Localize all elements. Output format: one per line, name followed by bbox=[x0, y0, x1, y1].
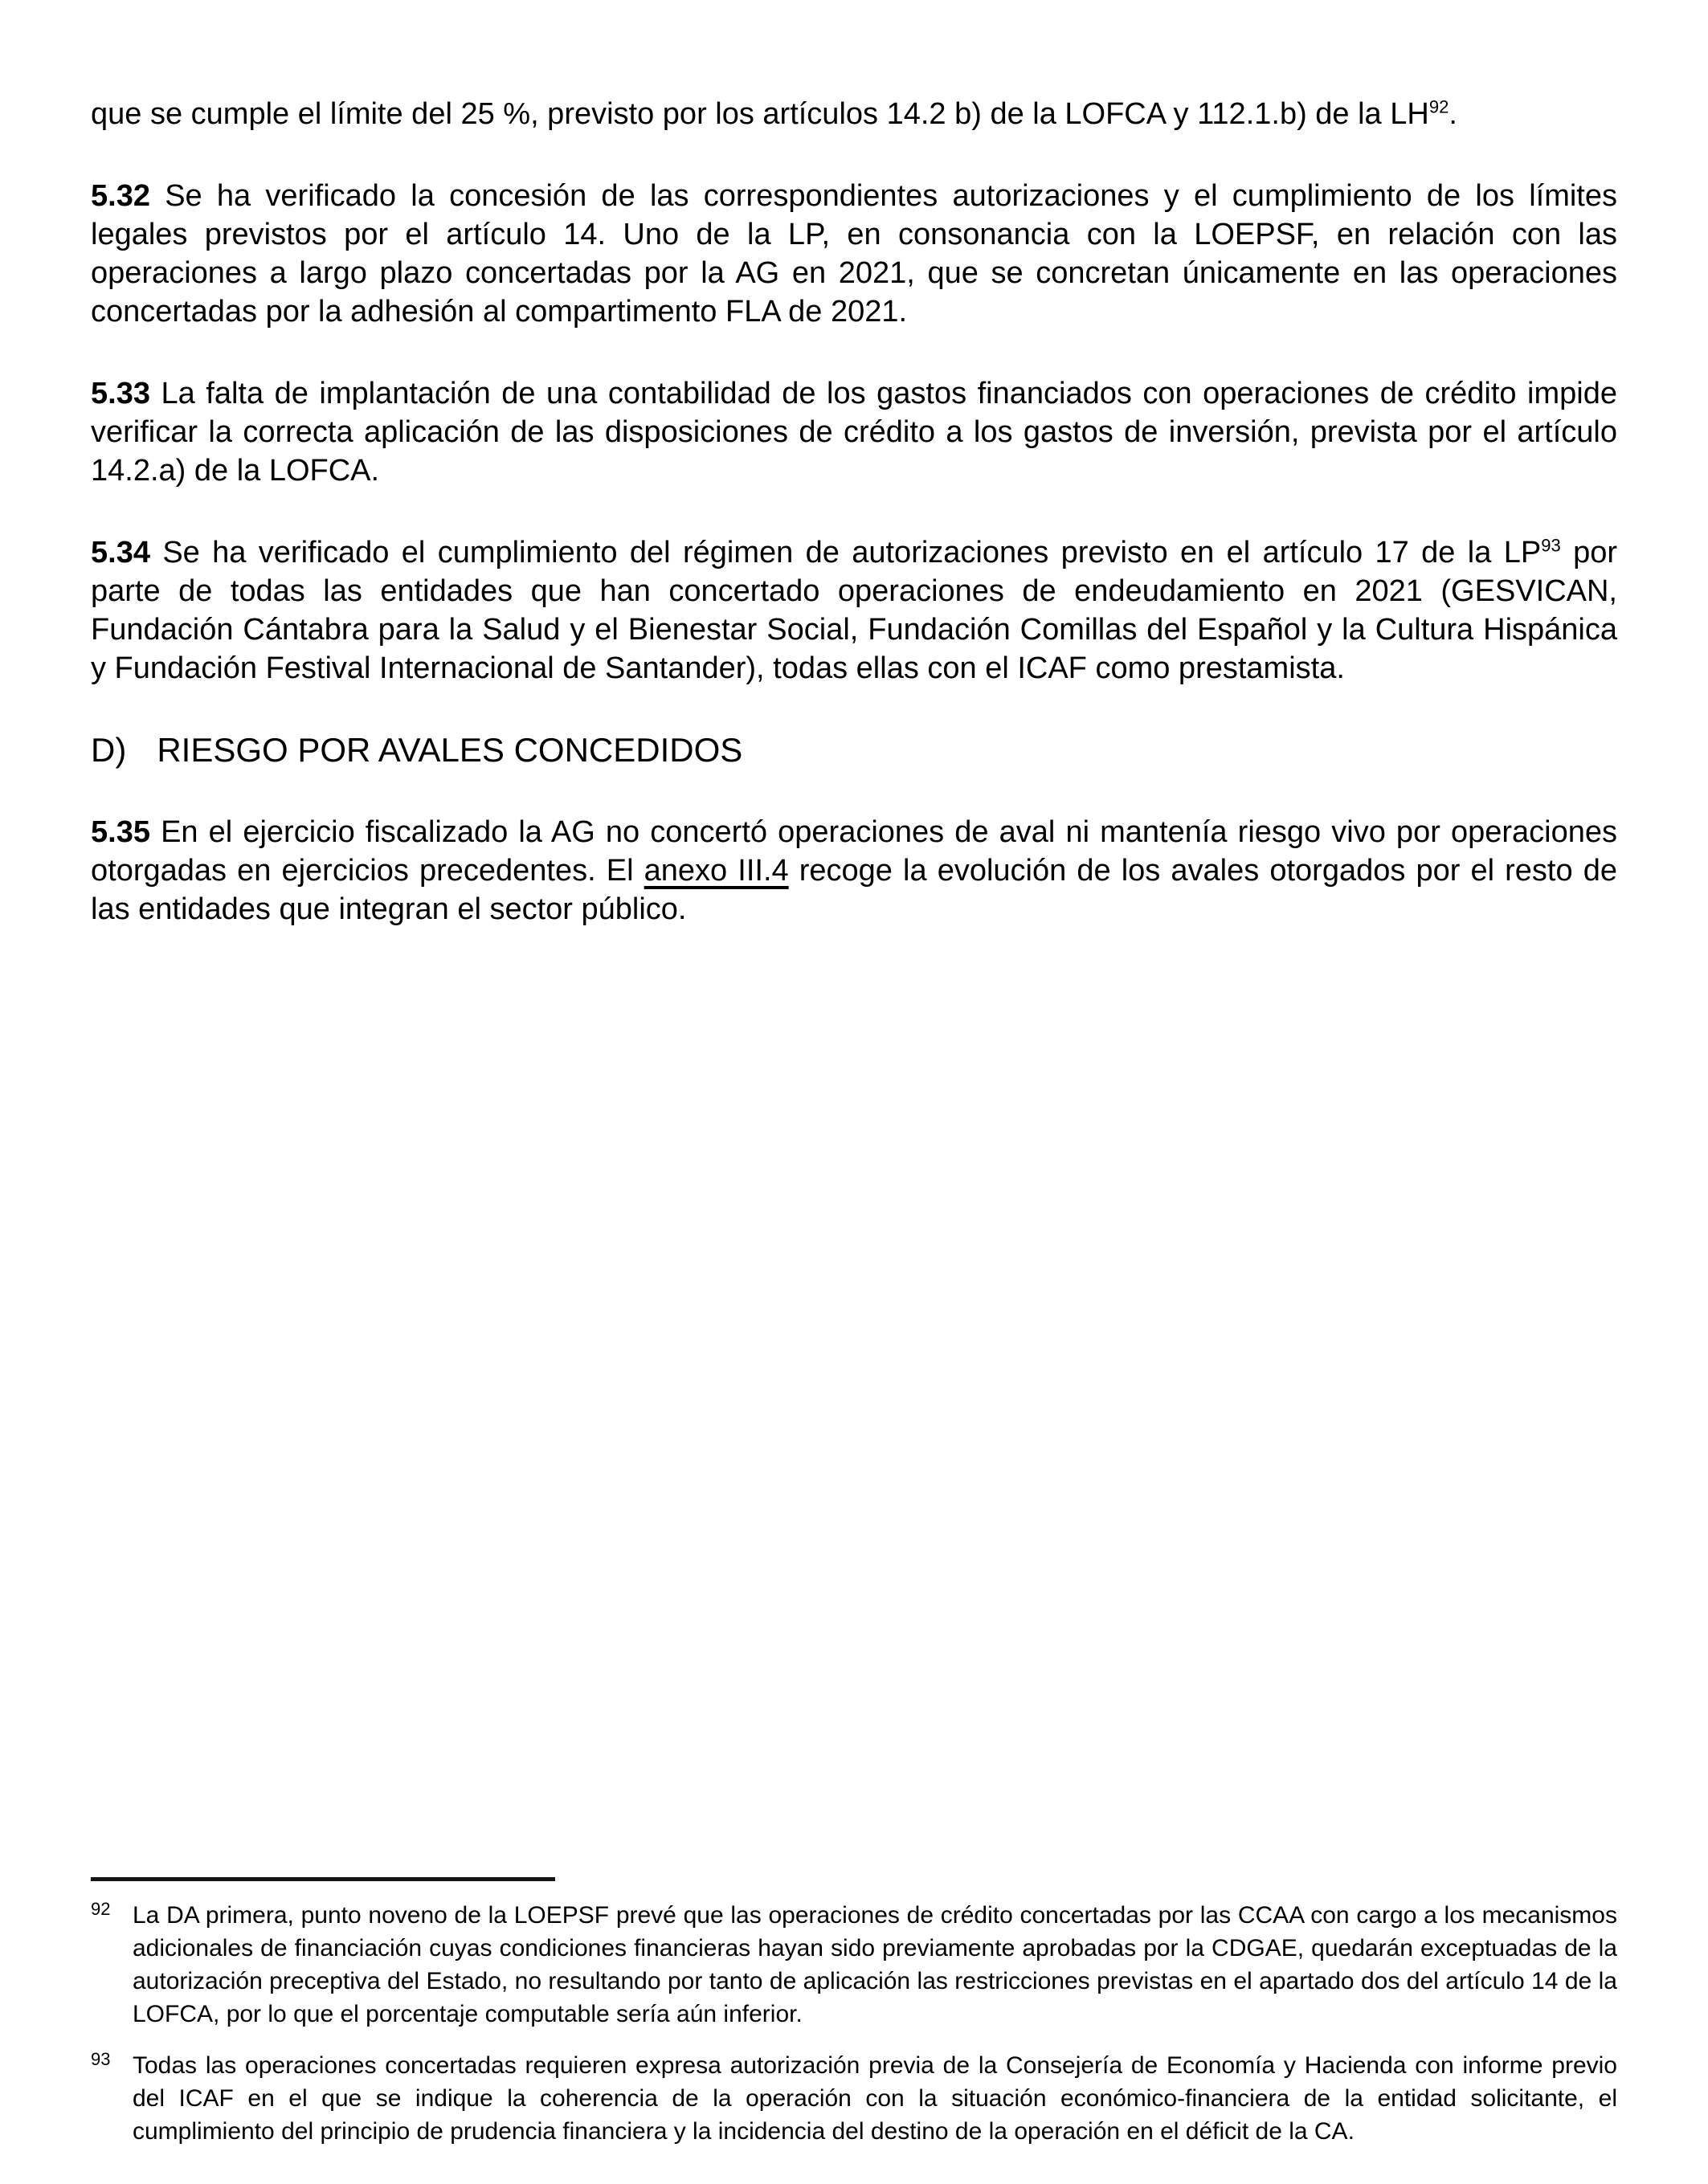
paragraph-5-35 bbox=[91, 813, 1617, 929]
paragraph-text: que se cumple el límite del 25 %, previsto por los artículos 14.2 b) de la LOFCA y 112.1.b) de la LH bbox=[91, 97, 1429, 131]
footnote-separator-rule bbox=[91, 1877, 555, 1881]
paragraph-number: 5.33 bbox=[91, 377, 150, 410]
footnote-text: Todas las operaciones concertadas requieren expresa autorización previa de la Consejería de Economía y Hacienda con informe previo del ICAF en el que se indique la coherencia de la operación con la situación económico-financiera de la entidad solicitante, el cumplimiento del principio de prudencia financiera y la incidencia del destino de la operación en el déficit de la CA. bbox=[133, 2052, 1617, 2145]
paragraph-text: por parte de todas las entidades que han concertado operaciones de endeudamiento en 2021 (GESVICAN, Fundación Cántabra para la Salud y el Bienestar Social, Fundación Comillas del Español y la Cultura Hispánica y Fundación Festival Internacional de Santander), todas ellas con el ICAF como prestamista. bbox=[91, 536, 1617, 685]
paragraph-5-32 bbox=[91, 177, 1617, 331]
footnote-ref-92: 92 bbox=[1428, 96, 1449, 117]
footnote-92 bbox=[91, 1899, 1617, 2031]
section-heading-title: RIESGO POR AVALES CONCEDIDOS bbox=[157, 731, 743, 769]
anexo-iii4-link[interactable]: anexo III.4 bbox=[644, 854, 789, 888]
paragraph-text: recoge la evolución de los avales otorgados por el resto de las entidades que integran el sector público. bbox=[91, 854, 1617, 926]
paragraph-text: . bbox=[1449, 97, 1457, 131]
footnote-marker: 93 bbox=[91, 2049, 111, 2069]
paragraph-text: Se ha verificado el cumplimiento del régimen de autorizaciones previsto en el artículo 17 de la LP bbox=[149, 536, 1542, 569]
paragraph-5-34 bbox=[91, 533, 1617, 688]
paragraph-number: 5.34 bbox=[91, 536, 150, 569]
footnote-93 bbox=[91, 2049, 1617, 2148]
paragraph-text: La falta de implantación de una contabilidad de los gastos financiados con operaciones de crédito impide verificar la correcta aplicación de las disposiciones de crédito a los gastos de inversión, prevista por el artículo 14.2.a) de la LOFCA. bbox=[91, 377, 1617, 488]
document-body bbox=[91, 95, 1617, 972]
section-heading-d bbox=[91, 731, 1617, 770]
footnote-text: La DA primera, punto noveno de la LOEPSF prevé que las operaciones de crédito concertadas por las CCAA con cargo a los mecanismos adicionales de financiación cuyas condiciones financieras hayan sido previamente aprobadas por la CDGAE, quedarán exceptuadas de la autorización preceptiva del Estado, no resultando por tanto de aplicación las restricciones previstas en el apartado dos del artículo 14 de la LOFCA, por lo que el porcentaje computable sería aún inferior. bbox=[133, 1902, 1617, 2027]
footnote-ref-93: 93 bbox=[1541, 535, 1561, 556]
paragraph-intro-continuation bbox=[91, 95, 1617, 133]
paragraph-number: 5.35 bbox=[91, 815, 150, 849]
paragraph-5-33 bbox=[91, 374, 1617, 490]
paragraph-text: Se ha verificado la concesión de las correspondientes autorizaciones y el cumplimiento de los límites legales previstos por el artículo 14. Uno de la LP, en consonancia con la LOEPSF, en relación con las operaciones a largo plazo concertadas por la AG en 2021, que se concretan únicamente en las operaciones concertadas por la adhesión al compartimento FLA de 2021. bbox=[91, 179, 1617, 329]
section-heading-label: D) bbox=[91, 731, 127, 769]
paragraph-text: En el ejercicio fiscalizado la AG no concertó operaciones de aval ni mantenía riesgo vivo por operaciones otorgadas en ejercicios precedentes. El bbox=[91, 815, 1617, 888]
footnotes-section bbox=[91, 1877, 1617, 2148]
paragraph-number: 5.32 bbox=[91, 179, 150, 213]
footnote-marker: 92 bbox=[91, 1899, 111, 1919]
